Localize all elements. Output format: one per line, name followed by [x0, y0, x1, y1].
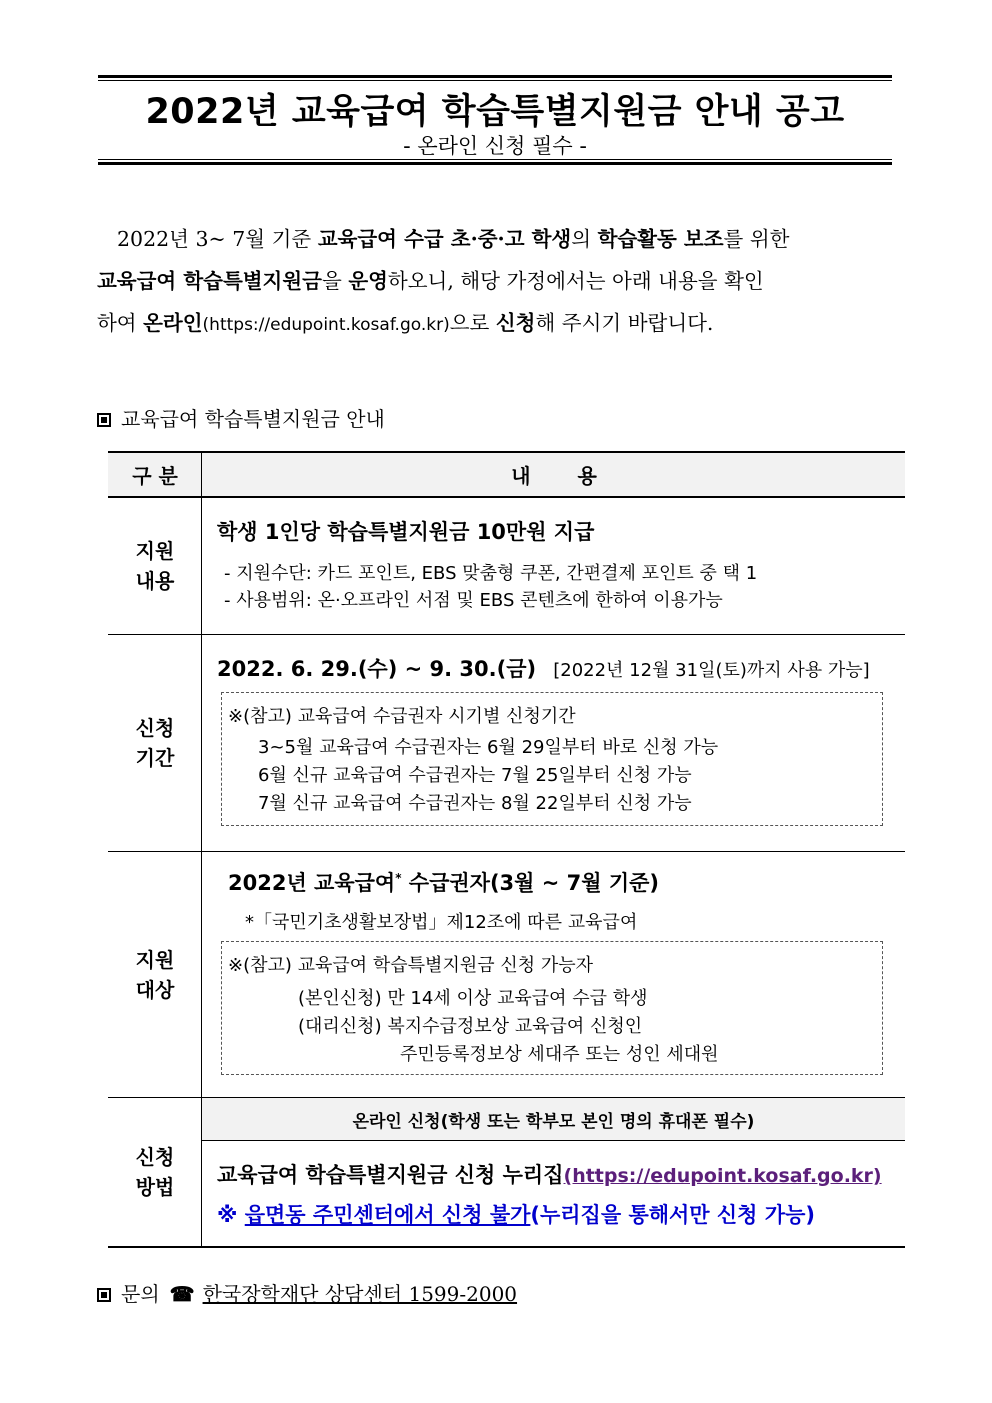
square-bullet-icon: [97, 413, 111, 427]
square-bullet-icon: [97, 1288, 111, 1302]
intro-text: 하여: [97, 311, 144, 335]
category-label: 지원: [135, 947, 175, 972]
header-rule-bottom-thin: [98, 159, 892, 160]
category-apply-period: [108, 635, 202, 851]
row2-note-line: 7월 신규 교육급여 수급권자는 8월 22일부터 신청 가능: [258, 793, 692, 814]
intro-emph: 교육급여 수급 초·중·고 학생: [317, 227, 572, 251]
phone-icon: ☎: [169, 1282, 195, 1306]
intro-emph: 교육급여 학습특별지원금: [97, 269, 322, 293]
header-rule-top-thin: [98, 80, 892, 81]
section-title: [97, 403, 385, 432]
row3-note-line: (대리신청) 복지수급정보상 교육급여 신청인: [298, 1016, 643, 1037]
intro-emph: 온라인: [143, 311, 203, 335]
apply-period-note: [2022년 12월 31일(토)까지 사용 가능]: [553, 660, 870, 681]
intro-text: 해 주시기 바랍니다.: [535, 311, 714, 335]
table-row-divider: [108, 851, 905, 852]
apply-site-label: 교육급여 학습특별지원금 신청 누리집: [217, 1163, 564, 1187]
table-border-top: [108, 451, 905, 453]
row2-note-line: 6월 신규 교육급여 수급권자는 7월 25일부터 신청 가능: [258, 765, 692, 786]
warning-mark: ※: [217, 1203, 245, 1227]
category-label: 내용: [135, 569, 175, 593]
row2-note-line: 3~5월 교육급여 수급권자는 6월 29일부터 바로 신청 가능: [258, 737, 719, 758]
header-rule-bottom-thick: [98, 162, 892, 165]
header-rule-top-thick: [98, 75, 892, 78]
row1-item-scope: - 사용범위: 온·오프라인 서점 및 EBS 콘텐츠에 한하여 이용가능: [224, 590, 723, 611]
category-label: 대상: [135, 977, 175, 1002]
target-main-b: 수급권자(3월 ~ 7월 기준): [401, 871, 660, 895]
category-label: 방법: [135, 1175, 175, 1199]
category-label: 신청: [135, 716, 175, 740]
intro-emph: 학습활동 보조: [597, 227, 724, 251]
row1-item-means: - 지원수단: 카드 포인트, EBS 맞춤형 쿠폰, 간편결제 포인트 중 택 1: [224, 563, 758, 584]
row4-sub-header: 온라인 신청(학생 또는 학부모 본인 명의 휴대폰 필수): [352, 1111, 755, 1132]
footnote-mark: *: [395, 871, 402, 885]
warning-text: (누리집을 통해서만 신청 가능): [530, 1203, 815, 1227]
intro-emph: 운영: [348, 269, 388, 293]
intro-text: 의: [571, 227, 598, 251]
row3-note-line: (본인신청) 만 14세 이상 교육급여 수급 학생: [298, 988, 648, 1009]
category-label: 기간: [135, 746, 175, 770]
row4-line1: [217, 1159, 882, 1189]
page-subtitle: - 온라인 신청 필수 -: [403, 134, 587, 158]
info-table: [108, 451, 905, 1248]
row2-note-title: ※(참고) 교육급여 수급권자 시기별 신청기간: [228, 706, 576, 727]
intro-emph: 신청: [495, 311, 536, 335]
row2-main: [217, 653, 870, 683]
section-title-text: 교육급여 학습특별지원금 안내: [121, 407, 385, 431]
intro-text: 2022년 3~ 7월 기준: [117, 227, 318, 251]
intro-text: 를 위한: [723, 227, 790, 251]
row3-note-line: 주민등록정보상 세대주 또는 성인 세대원: [400, 1044, 719, 1065]
contact-label: 문의: [121, 1282, 160, 1306]
table-head-category: 구 분: [132, 463, 178, 488]
category-support-target: [108, 852, 202, 1097]
row4-line2: [217, 1199, 815, 1229]
contact-footer: [97, 1278, 517, 1307]
table-row-divider: [108, 634, 905, 635]
apply-period-dates: 2022. 6. 29.(수) ~ 9. 30.(금): [217, 657, 537, 681]
table-head-content: 내 용: [511, 463, 597, 488]
table-sub-divider: [202, 1140, 905, 1141]
table-header-divider: [108, 496, 905, 498]
warning-text-underlined: 읍면동 주민센터에서 신청 불가: [244, 1203, 531, 1227]
row3-note-title: ※(참고) 교육급여 학습특별지원금 신청 가능자: [228, 955, 593, 976]
category-support-content: [108, 498, 202, 634]
contact-text: 한국장학재단 상담센터 1599-2000: [202, 1282, 518, 1306]
category-apply-method: [108, 1098, 202, 1246]
intro-text: 하오니, 해당 가정에서는 아래 내용을 확인: [387, 269, 764, 293]
row3-main: [228, 867, 659, 897]
table-border-bottom: [108, 1246, 905, 1248]
category-label: 신청: [135, 1145, 175, 1169]
apply-site-link[interactable]: (https://edupoint.kosaf.go.kr): [563, 1165, 882, 1187]
category-label: 지원: [135, 539, 175, 563]
intro-text: 을: [321, 269, 349, 293]
row1-main: 학생 1인당 학습특별지원금 10만원 지급: [217, 520, 595, 544]
intro-text: 으로: [449, 311, 496, 335]
intro-url[interactable]: (https://edupoint.kosaf.go.kr): [202, 315, 450, 335]
row3-footnote: *「국민기초생활보장법」제12조에 따른 교육급여: [245, 912, 638, 933]
page-title: 2022년 교육급여 학습특별지원금 안내 공고: [145, 92, 845, 132]
target-main-a: 2022년 교육급여: [228, 871, 396, 895]
intro-paragraph: [97, 218, 897, 346]
